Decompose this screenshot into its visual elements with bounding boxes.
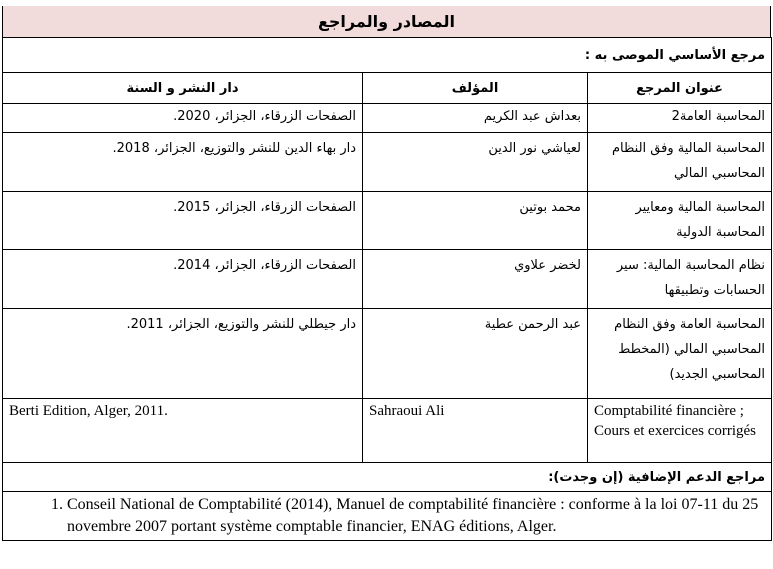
publisher-cell: الصفحات الزرقاء، الجزائر، 2014.: [3, 250, 363, 309]
table-row: [3, 192, 772, 250]
title-cell: المحاسبة المالية ومعايير المحاسبة الدولية: [588, 192, 772, 250]
table-header: [3, 73, 772, 104]
list-item: 1. Conseil National de Comptabilité (2014), Manuel de comptabilité financière : conforme à la loi 07-11 du 25 novembre 2007 portant système comptable financier, ENAG éditions, Alger.: [67, 494, 763, 538]
publisher-cell: الصفحات الزرقاء، الجزائر، 2015.: [3, 192, 363, 250]
table-row: [3, 399, 772, 463]
author-cell: بعداش عبد الكريم: [363, 104, 588, 133]
publisher-cell: دار بهاء الدين للنشر والتوزيع، الجزائر، 2018.: [3, 133, 363, 192]
title-cell: نظام المحاسبة المالية: سير الحسابات وتطبيقها: [588, 250, 772, 309]
table-row: [3, 133, 772, 192]
references-table: [2, 37, 772, 541]
col-author-header: المؤلف: [363, 73, 588, 104]
author-cell: لخضر علاوي: [363, 250, 588, 309]
col-title-header: عنوان المرجع: [588, 73, 772, 104]
author-cell: لعياشي نور الدين: [363, 133, 588, 192]
table-row: [3, 250, 772, 309]
section-title: المصادر والمراجع: [2, 6, 771, 38]
author-cell: Sahraoui Ali: [363, 399, 588, 463]
col-publisher-header: دار النشر و السنة: [3, 73, 363, 104]
support-refs: [3, 492, 772, 541]
table-row: [3, 309, 772, 399]
support-ref-label: مراجع الدعم الإضافية (إن وجدت):: [3, 463, 772, 492]
main-ref-label: مرجع الأساسي الموصى به :: [3, 38, 772, 73]
title-cell: المحاسبة العامة2: [588, 104, 772, 133]
publisher-cell: الصفحات الزرقاء، الجزائر، 2020.: [3, 104, 363, 133]
author-cell: محمد بوتين: [363, 192, 588, 250]
author-cell: عبد الرحمن عطية: [363, 309, 588, 399]
table-row: [3, 104, 772, 133]
publisher-cell: دار جيطلي للنشر والتوزيع، الجزائر، 2011.: [3, 309, 363, 399]
title-cell: المحاسبة المالية وفق النظام المحاسبي المالي: [588, 133, 772, 192]
title-cell: Comptabilité financière ; Cours et exercices corrigés: [588, 399, 772, 463]
publisher-cell: Berti Edition, Alger, 2011.: [3, 399, 363, 463]
title-cell: المحاسبة العامة وفق النظام المحاسبي المالي (المخطط المحاسبي الجديد): [588, 309, 772, 399]
